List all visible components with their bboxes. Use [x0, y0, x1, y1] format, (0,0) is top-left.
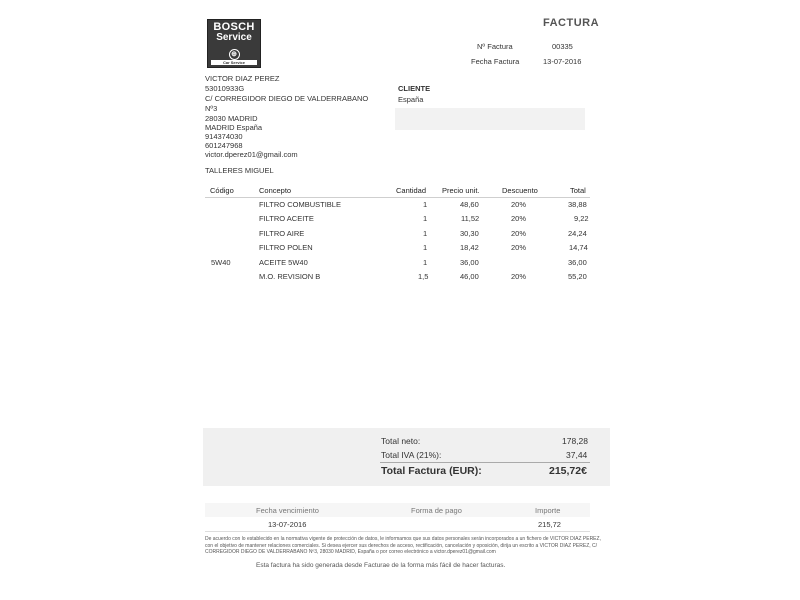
issuer-street: C/ CORREGIDOR DIEGO DE VALDERRABANO: [205, 94, 369, 103]
row-discount: 20%: [511, 272, 527, 281]
row-qty: 1: [423, 229, 428, 238]
row-price: 36,00: [460, 258, 479, 267]
row-total: 38,88: [568, 200, 587, 209]
due-date-value: 13-07-2016: [268, 520, 307, 529]
row-qty: 1: [423, 243, 428, 252]
row-price: 46,00: [460, 272, 479, 281]
issuer-email: victor.dperez01@gmail.com: [205, 150, 298, 159]
logo-line1: BOSCH: [213, 21, 255, 33]
net-total-value: 178,28: [562, 436, 588, 446]
col-header-discount: Descuento: [502, 186, 538, 195]
row-concept: ACEITE 5W40: [259, 258, 308, 267]
row-concept: FILTRO AIRE: [259, 229, 305, 238]
col-header-qty: Cantidad: [396, 186, 427, 195]
vat-total-value: 37,44: [566, 450, 588, 460]
invoice-number-label: Nº Factura: [477, 42, 513, 51]
due-date-label: Fecha vencimiento: [256, 506, 319, 515]
col-header-total: Total: [570, 186, 586, 195]
row-discount: 20%: [511, 243, 527, 252]
col-header-price: Precio unit.: [442, 186, 480, 195]
client-redacted-area: [395, 108, 585, 130]
payment-divider: [205, 531, 590, 532]
amount-label: Importe: [535, 506, 561, 515]
row-concept: FILTRO COMBUSTIBLE: [259, 200, 341, 209]
client-country: España: [398, 95, 424, 104]
col-header-code: Código: [210, 186, 234, 195]
row-concept: M.O. REVISION B: [259, 272, 321, 281]
row-total: 24,24: [568, 229, 587, 238]
col-header-concept: Concepto: [259, 186, 292, 195]
row-qty: 1,5: [418, 272, 429, 281]
invoice-date-label: Fecha Factura: [471, 57, 520, 66]
row-price: 30,30: [460, 229, 479, 238]
issuer-number: Nº3: [205, 104, 218, 113]
workshop-name: TALLERES MIGUEL: [205, 166, 274, 175]
row-price: 11,52: [461, 214, 480, 223]
document-title: FACTURA: [543, 17, 600, 29]
row-total: 55,20: [568, 272, 587, 281]
row-discount: 20%: [511, 214, 527, 223]
row-code: 5W40: [211, 258, 231, 267]
issuer-tax-id: 53010933G: [205, 84, 245, 93]
legal-paragraph: De acuerdo con lo establecido en la normativa vigente de protección de datos, le informamos que sus datos personales serán incorporados a un fichero de VICTOR DIAZ PEREZ, con el objetivo de mantener relaciones comerciales. Si desea ejercer sus derechos de acceso, rectificación, cancelación y oposición, dirija un escrito a VICTOR DIAZ PEREZ, C/ CORREGIDOR DIEGO DE VALDERRABANO Nº3, 28030 MADRID, España o por correo electrónico a victor.dperez01@gmail.com: [205, 536, 601, 555]
row-price: 48,60: [460, 200, 479, 209]
issuer-postal-city: 28030 MADRID: [205, 114, 258, 123]
row-total: 9,22: [574, 214, 589, 223]
row-qty: 1: [423, 214, 428, 223]
row-concept: FILTRO ACEITE: [259, 214, 314, 223]
grand-total-value: 215,72€: [549, 465, 587, 477]
payment-method-label: Forma de pago: [411, 506, 462, 515]
row-discount: 20%: [511, 229, 527, 238]
client-label: CLIENTE: [398, 84, 431, 93]
totals-divider: [380, 462, 590, 463]
grand-total-label: Total Factura (EUR):: [381, 465, 482, 477]
row-price: 18,42: [460, 243, 479, 252]
logo-tagline: Car Service: [211, 60, 257, 65]
vat-total-label: Total IVA (21%):: [381, 450, 442, 460]
row-discount: 20%: [511, 200, 527, 209]
net-total-label: Total neto:: [381, 436, 421, 446]
header-divider: [205, 197, 590, 198]
row-qty: 1: [423, 200, 428, 209]
amount-value: 215,72: [538, 520, 561, 529]
invoice-date-value: 13-07-2016: [543, 57, 582, 66]
issuer-region: MADRID España: [205, 123, 263, 132]
row-total: 14,74: [569, 243, 588, 252]
bosch-emblem-icon: ⊕: [229, 49, 240, 60]
row-concept: FILTRO POLEN: [259, 243, 313, 252]
bosch-service-logo: [207, 19, 261, 68]
logo-line2: Service: [216, 32, 252, 43]
issuer-phone2: 601247968: [205, 141, 243, 150]
row-qty: 1: [423, 258, 428, 267]
issuer-name: VICTOR DIAZ PEREZ: [205, 74, 280, 83]
issuer-phone1: 914374030: [205, 132, 243, 141]
closing-note: Esta factura ha sido generada desde Facturae de la forma más fácil de hacer facturas.: [256, 562, 506, 569]
row-total: 36,00: [568, 258, 587, 267]
invoice-number-value: 00335: [552, 42, 573, 51]
